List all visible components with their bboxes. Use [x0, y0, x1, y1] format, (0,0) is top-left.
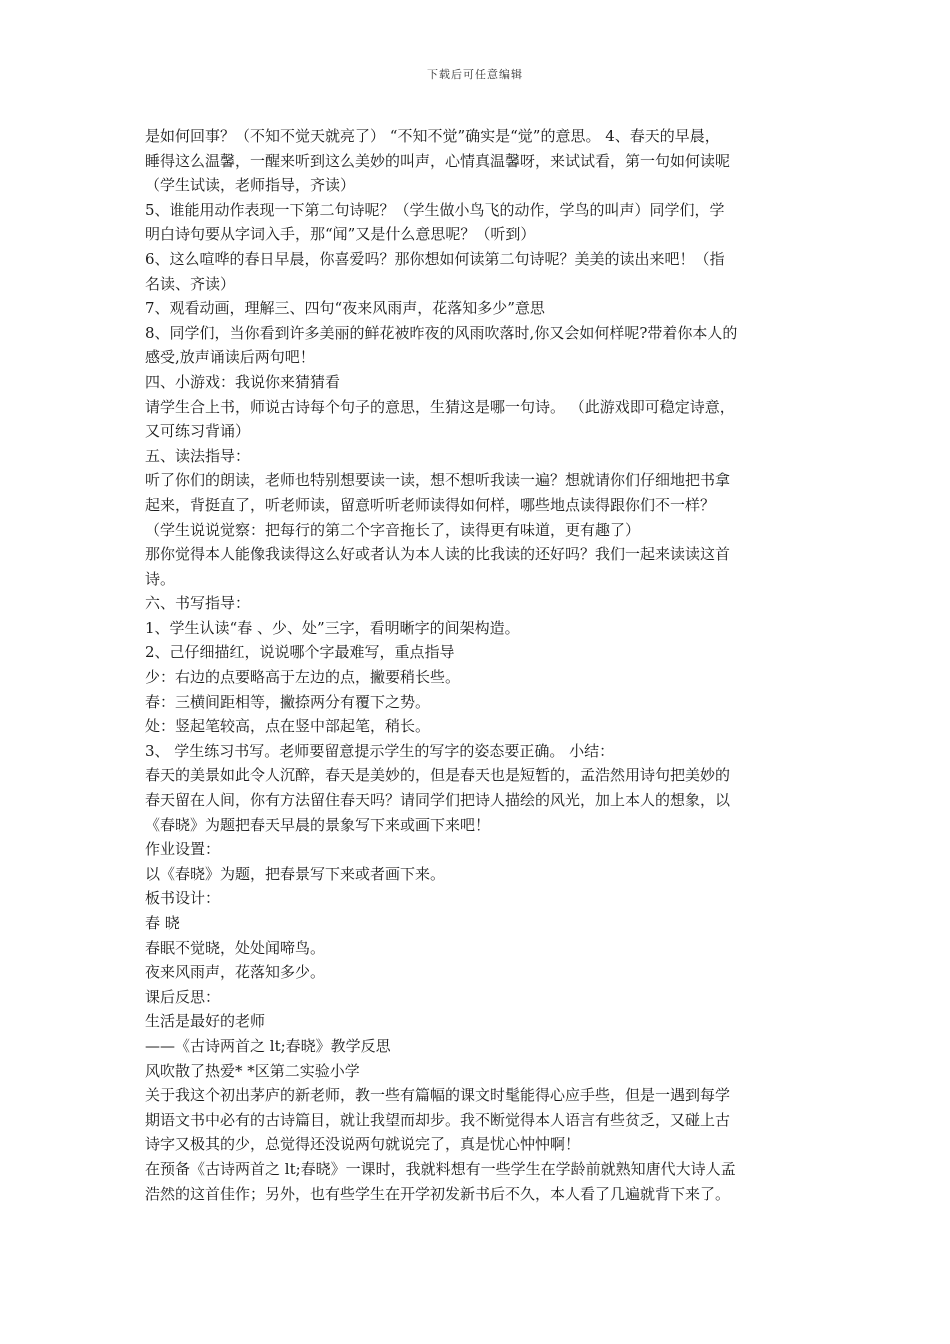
- text-line: 诗字又极其的少，总觉得还没说两句就说完了，真是忧心忡忡啊！: [145, 1135, 581, 1154]
- text-line: 请学生合上书，师说古诗每个句子的意思，生猜这是哪一句诗。 （此游戏即可稳定诗意，: [145, 397, 735, 416]
- poem-line: 夜来风雨声，花落知多少。: [145, 963, 326, 982]
- text-line: 处：竖起笔较高，点在竖中部起笔，稍长。: [145, 717, 431, 736]
- text-line: 《春晓》为题把春天早晨的景象写下来或画下来吧！: [145, 815, 491, 834]
- text-line: 关于我这个初出茅庐的新老师，教一些有篇幅的课文时髦能得心应手些，但是一遇到每学: [145, 1086, 731, 1105]
- section-heading: 作业设置：: [145, 840, 221, 859]
- text-line: 名读、齐读）: [145, 274, 236, 293]
- reflection-title: 生活是最好的老师: [145, 1012, 266, 1031]
- text-line: 浩然的这首佳作；另外，也有些学生在开学初发新书后不久，本人看了几遍就背下来了。: [145, 1184, 731, 1203]
- section-heading: 板书设计：: [145, 889, 221, 908]
- text-line: 是如何回事？（不知不觉天就亮了） “不知不觉”确实是“觉”的意思。 4、春天的早晨，: [145, 127, 720, 145]
- text-line: 睡得这么温馨，一醒来听到这么美妙的叫声，心情真温馨呀，来试试看，第一句如何读呢: [145, 151, 731, 170]
- text-line: 春天留在人间，你有方法留住春天吗？请同学们把诗人描绘的风光，加上本人的想象，以: [145, 791, 731, 810]
- text-line: 7、观看动画，理解三、四句“夜来风雨声，花落知多少”意思: [145, 299, 545, 318]
- text-line: 明白诗句要从字词入手，那“闻”又是什么意思呢？（听到）: [145, 225, 536, 244]
- poem-title: 春 晓: [145, 914, 180, 932]
- text-line: 春：三横间距相等，撇捺两分有覆下之势。: [145, 692, 431, 711]
- text-line: 感受,放声诵读后两句吧！: [145, 348, 315, 367]
- text-line: 1、学生认读“春 、少、处”三字，看明晰字的间架构造。: [145, 618, 520, 637]
- text-line: 3、 学生练习书写。老师要留意提示学生的写字的姿态要正确。 小结：: [145, 741, 615, 760]
- reflection-subtitle: ——《古诗两首之 lt;春晓》教学反思: [145, 1036, 391, 1055]
- text-line: 春天的美景如此令人沉醉，春天是美妙的，但是春天也是短暂的，孟浩然用诗句把美妙的: [145, 766, 731, 785]
- text-line: 又可练习背诵）: [145, 422, 251, 441]
- page-header: 下载后可任意编辑: [427, 68, 523, 81]
- text-line: （学生试读，老师指导，齐读）: [145, 176, 356, 195]
- text-line: （学生说说觉察：把每行的第二个字音拖长了，读得更有味道，更有趣了）: [145, 520, 641, 539]
- text-line: 诗。: [145, 569, 176, 588]
- text-line: 期语文书中必有的古诗篇目，就让我望而却步。我不断觉得本人语言有些贫乏，又碰上古: [145, 1110, 731, 1129]
- document-body: [145, 124, 811, 1206]
- text-line: 听了你们的朗读，老师也特别想要读一读，想不想听我读一遍？想就请你们仔细地把书拿: [145, 471, 731, 490]
- text-line: 2、己仔细描红，说说哪个字最难写，重点指导: [145, 643, 455, 662]
- text-line: 少：右边的点要略高于左边的点，撇要稍长些。: [145, 668, 461, 687]
- text-line: 5、谁能用动作表现一下第二句诗呢？（学生做小鸟飞的动作，学鸟的叫声）同学们，学: [145, 200, 725, 219]
- section-heading: 课后反思：: [145, 987, 221, 1006]
- text-line: 8、同学们，当你看到许多美丽的鲜花被昨夜的风雨吹落时,你又会如何样呢?带着你本人的: [145, 323, 738, 342]
- text-line: 6、这么喧哗的春日早晨，你喜爱吗？那你想如何读第二句诗呢？美美的读出来吧！（指: [145, 249, 725, 268]
- section-heading: 四、小游戏：我说你来猜猜看: [145, 372, 341, 391]
- poem-line: 春眠不觉晓，处处闻啼鸟。: [145, 938, 326, 957]
- text-line: 以《春晓》为题，把春景写下来或者画下来。: [145, 864, 446, 883]
- author-line: 风吹散了热爱* *区第二实验小学: [145, 1061, 360, 1080]
- text-line: 起来，背挺直了，听老师读，留意听听老师读得如何样，哪些地点读得跟你们不一样？: [145, 495, 716, 514]
- section-heading: 六、书写指导：: [145, 594, 251, 613]
- text-line: 那你觉得本人能像我读得这么好或者认为本人读的比我读的还好吗？我们一起来读读这首: [145, 545, 731, 564]
- section-heading: 五、读法指导：: [145, 446, 251, 465]
- text-line: 在预备《古诗两首之 lt;春晓》一课时，我就料想有一些学生在学龄前就熟知唐代大诗人孟: [145, 1159, 736, 1178]
